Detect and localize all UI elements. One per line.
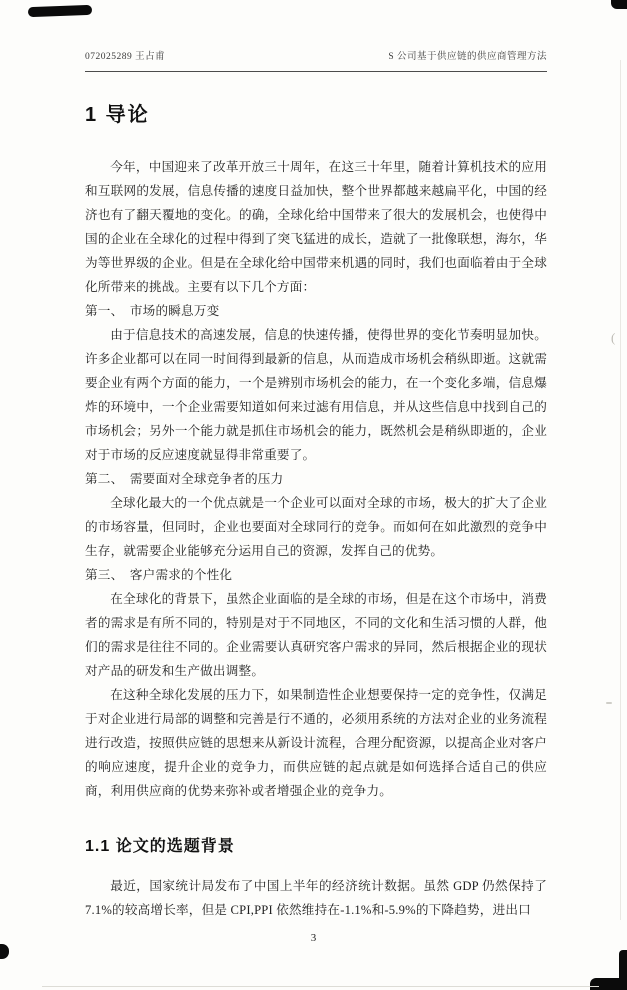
header-rule xyxy=(85,71,547,72)
paragraph-market-change: 由于信息技术的高速发展，信息的快速传播，使得世界的变化节奏明显加快。许多企业都可以在同一时间得到最新的信息，从而造成市场机会稍纵即逝。这就需要企业有两个方面的能力，一个是辨别市场机会的能力，在一个变化多端，信息爆炸的环境中，一个企业需要知道如何来过滤有用信息，并从这些信息中找到自己的市场机会；另外一个能力就是抓住市场机会的能力，既然机会是稍纵即逝的，企业对于市场的反应速度就显得非常重要了。 xyxy=(85,328,547,462)
paragraph-background: 最近，国家统计局发布了中国上半年的经济统计数据。虽然 GDP 仍然保持了7.1%的较高增长率，但是 CPI,PPI 依然维持在-1.1%和-5.9%的下降趋势，进出口 xyxy=(85,879,547,917)
paragraph-customer-needs: 在全球化的背景下，虽然企业面临的是全球的市场，但是在这个市场中，消费者的需求是有所不同的，特别是对于不同地区，不同的文化和生活习惯的人群，他们的需求是往往不同的。企业需要认真研究客户需求的异同，然后根据企业的现状对产品的研发和生产做出调整。 xyxy=(85,592,547,678)
running-header xyxy=(85,48,547,62)
section-title: 1.1 论文的选题背景 xyxy=(85,838,235,855)
text-column xyxy=(85,98,547,922)
scan-artifact-top-left xyxy=(28,5,92,17)
list-heading-second: 第二、 需要面对全球竞争者的压力 xyxy=(85,472,284,486)
list-heading-first: 第一、 市场的瞬息万变 xyxy=(85,304,220,318)
running-title: S 公司基于供应链的供应商管理方法 xyxy=(388,52,547,62)
paragraph-global-competition: 全球化最大的一个优点就是一个企业可以面对全球的市场，极大的扩大了企业的市场容量，但同时，企业也要面对全球同行的竞争。而如何在如此激烈的竞争中生存，就需要企业能够充分运用自己的资源，发挥自己的优势。 xyxy=(85,496,547,558)
scan-edge-line-bottom xyxy=(42,986,599,987)
paragraph-intro: 今年，中国迎来了改革开放三十周年，在这三十年里，随着计算机技术的应用和互联网的发展，信息传播的速度日益加快，整个世界都越来越扁平化，中国的经济也有了翻天覆地的变化。的确，全球化给中国带来了很大的发展机会，也使得中国的企业在全球化的过程中得到了突飞猛进的成长，造就了一批像联想，海尔，华为等世界级的企业。但是在全球化给中国带来机遇的同时，我们也面临着由于全球化所带来的挑战。主要有以下几个方面： xyxy=(85,160,547,294)
student-id-and-name: 072025289 王占甫 xyxy=(85,52,166,62)
chapter-title: 1 导论 xyxy=(85,104,150,126)
scan-smudge-dot xyxy=(606,702,612,704)
scan-smudge-mark: ( xyxy=(611,330,616,345)
page-number: 3 xyxy=(310,932,317,944)
list-heading-third: 第三、 客户需求的个性化 xyxy=(85,568,233,582)
scan-edge-line-right xyxy=(620,60,621,920)
paragraph-supply-chain: 在这种全球化发展的压力下，如果制造性企业想要保持一定的竞争性，仅满足于对企业进行局部的调整和完善是行不通的，必须用系统的方法对企业的业务流程进行改造，按照供应链的思想来从新设计流程，合理分配资源，以提高企业对客户的响应速度，提升企业的竞争力，而供应链的起点就是如何选择合适自己的供应商，利用供应商的优势来弥补或者增强企业的竞争力。 xyxy=(85,688,547,798)
scan-artifact-bottom-right-horizontal xyxy=(590,978,627,990)
scan-artifact-bottom-left xyxy=(0,944,9,959)
scan-artifact-top-right xyxy=(611,0,627,9)
